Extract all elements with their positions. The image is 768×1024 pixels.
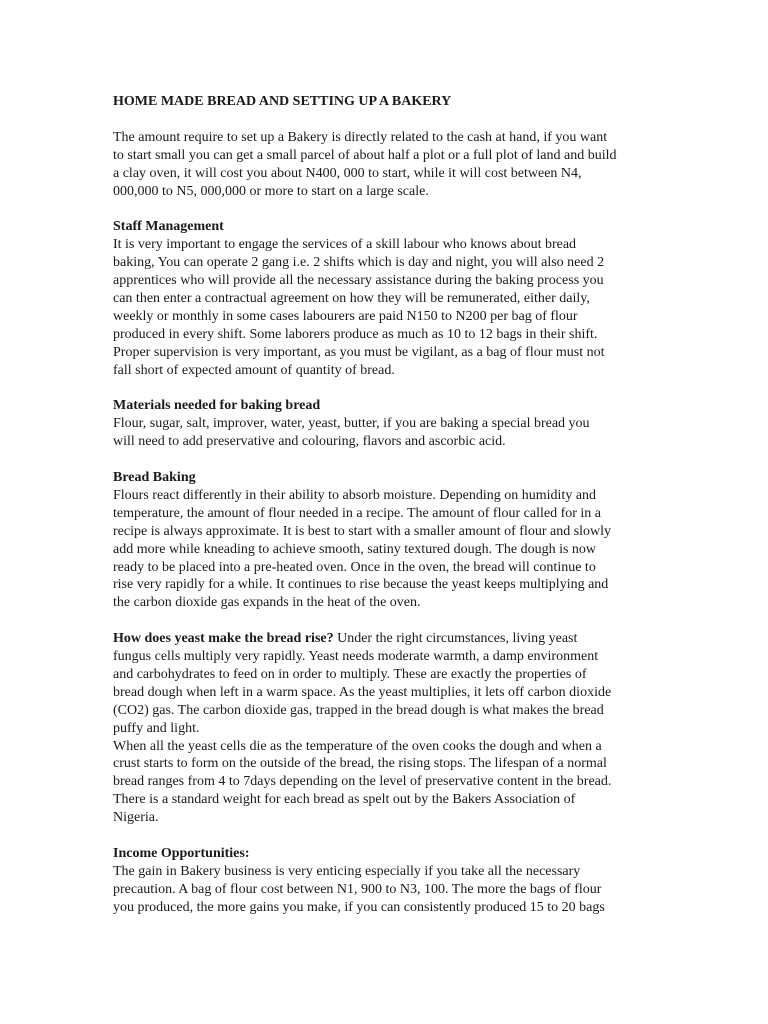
text-line: baking, You can operate 2 gang i.e. 2 shifts which is day and night, you will also need 2 [113,255,605,271]
oven-paragraph [113,738,633,828]
text-line: ready to be placed into a pre-heated oven. Once in the oven, the bread will continue to [113,559,596,575]
text-line: you produced, the more gains you make, if you can consistently produced 15 to 20 bags [113,899,605,915]
document-title: HOME MADE BREAD AND SETTING UP A BAKERY [113,94,452,109]
yeast-section [113,630,633,737]
text-line: recipe is always approximate. It is best to start with a smaller amount of flour and slowly [113,523,612,539]
text-line: 000,000 to N5, 000,000 or more to start on a large scale. [113,183,429,199]
text-line [113,630,633,648]
staff-section [113,218,633,379]
text-line: and carbohydrates to feed on in order to multiply. These are exactly the properties of [113,666,587,682]
section-heading: Materials needed for baking bread [113,398,321,414]
text-line: rise very rapidly for a while. It continues to rise because the yeast keeps multiplying and [113,577,609,593]
text-line: Nigeria. [113,810,159,826]
text-line: fungus cells multiply very rapidly. Yeast needs moderate warmth, a damp environment [113,649,599,665]
text-run: Under the right circumstances, living yeast [333,631,578,647]
text-line: There is a standard weight for each bread as spelt out by the Bakers Association of [113,792,576,808]
text-line: bread ranges from 4 to 7days depending on the level of preservative content in the bread. [113,774,612,790]
text-line: puffy and light. [113,720,200,736]
section-heading: Income Opportunities: [113,845,250,861]
text-line: the carbon dioxide gas expands in the heat of the oven. [113,595,421,611]
text-line: Flours react differently in their ability to absorb moisture. Depending on humidity and [113,487,597,503]
text-line: temperature, the amount of flour needed in a recipe. The amount of flour called for in a [113,505,601,521]
text-line: weekly or monthly in some cases labourers are paid N150 to N200 per bag of flour [113,308,578,324]
section-heading: How does yeast make the bread rise? [113,631,334,647]
text-line: It is very important to engage the services of a skill labour who knows about bread [113,237,577,253]
text-line: apprentices who will provide all the necessary assistance during the baking process you [113,273,604,289]
materials-section [113,397,633,451]
text-line: (CO2) gas. The carbon dioxide gas, trapped in the bread dough is what makes the bread [113,702,604,718]
income-section [113,845,633,917]
text-line: will need to add preservative and colouring, flavors and ascorbic acid. [113,434,506,450]
text-line: can then enter a contractual agreement on how they will be remunerated, either daily, [113,290,590,306]
text-line: Flour, sugar, salt, improver, water, yeast, butter, if you are baking a special bread you [113,416,590,432]
text-line: produced in every shift. Some laborers produce as much as 10 to 12 bags in their shift. [113,326,598,342]
section-heading: Staff Management [113,219,224,235]
text-line: crust starts to form on the outside of the bread, the rising stops. The lifespan of a normal [113,756,607,772]
intro-paragraph [113,129,633,201]
text-line: When all the yeast cells die as the temperature of the oven cooks the dough and when a [113,738,602,754]
document-page [113,93,633,934]
text-line: fall short of expected amount of quantity of bread. [113,362,395,378]
text-line: a clay oven, it will cost you about N400, 000 to start, while it will cost between N4, [113,165,582,181]
text-line: Proper supervision is very important, as you must be vigilant, as a bag of flour must not [113,344,605,360]
text-line: precaution. A bag of flour cost between N1, 900 to N3, 100. The more the bags of flour [113,881,602,897]
text-line: to start small you can get a small parcel of about half a plot or a full plot of land and build [113,147,617,163]
text-line: The amount require to set up a Bakery is directly related to the cash at hand, if you want [113,129,608,145]
text-line: bread dough when left in a warm space. As the yeast multiplies, it lets off carbon dioxide [113,684,612,700]
text-line: add more while kneading to achieve smooth, satiny textured dough. The dough is now [113,541,597,557]
baking-section [113,469,633,612]
text-line: The gain in Bakery business is very enticing especially if you take all the necessary [113,863,581,879]
section-heading: Bread Baking [113,469,196,485]
